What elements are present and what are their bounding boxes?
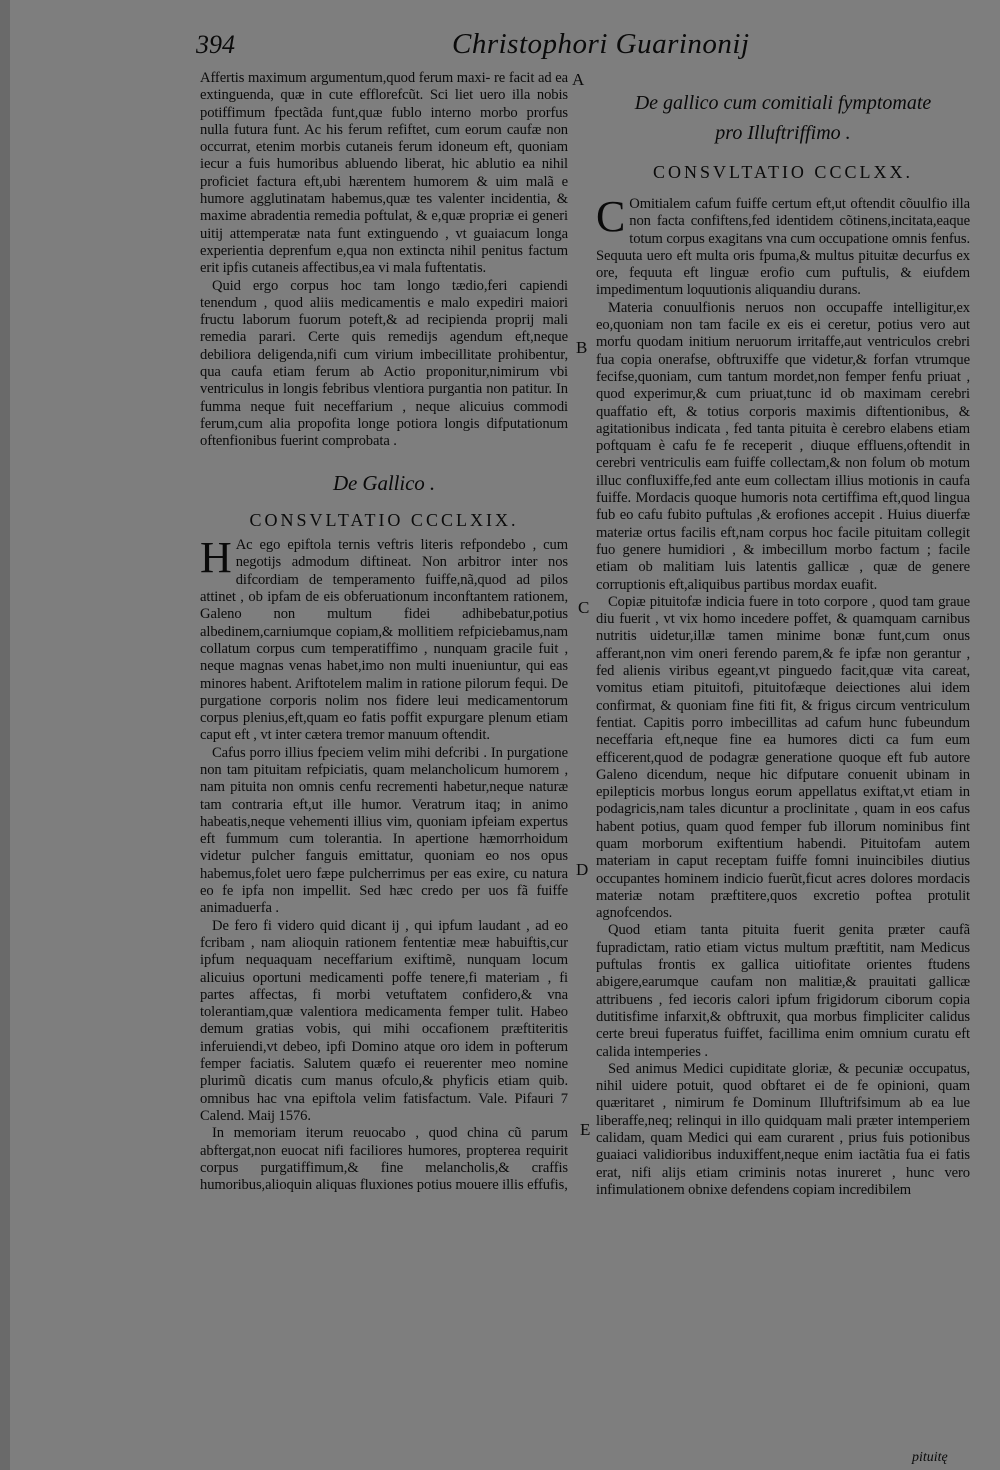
drop-cap-h: H (200, 533, 232, 583)
right-section-title-line-2: pro Illuftriffimo . (715, 122, 851, 144)
right-paragraph-1: Omitialem cafum fuiffe certum eft,ut oftendit cõuulfio illa non facta confiftens,fed identidem cõtinens,incitata,eaque totum corpus exagitans vna cum occupatione omnis fenfus. Sequuta uero eft multa oris fpuma,& multus pituitæ decurfus ex ore, fequuta eft linguæ erofio cum puftulis, & eiufdem impedimentum loquutionis aliquandiu durans. (596, 196, 970, 299)
left-paragraph-3: Ac ego epiftola ternis veftris literis refpondebo , cum negotijs admodum diftineat. Non arbitror inter nos difcordiam de temperamento fuiffe,nã,quod ad pilos attinet , ob ipfam de eis obferuationum inconftantem rationem, Galeno non multum fidei adhibebatur,potius albedinem,carniumque copiam,& mollitiem refpiciebamus,nam collatum corpus cum temperatiffimo , nunquam gracile fuit , neque magnas venas habet,imo non multi inueniuntur, qui eas minores habent. Ariftotelem malim in ratione pilorum fequi. De purgatione corporis nolim nos fidere leui medicamentorum corpus plenius,eft,quam eo fatis poffit expurgare plenum etiam caput eft , vt inter cætera tremor manuum oftendit. (200, 537, 568, 744)
right-section-title (596, 88, 970, 148)
left-paragraph-1: Affertis maximum argumentum,quod ferum maxi- re facit ad ea extinguenda, quæ in cute efflorefcũt. Sci liet uero illa nobis potiffimum fpectãda funt,quæ fublo interno morbo prorfus nulla futura funt. Ac his ferum refiftet, cum eorum caufæ non occurrat, etenim morbis cutaneis ferum idoneum eft, quoniam iecur a fuis humoribus abluendo liberat, hic ablutio ea nihil proficiet factura eft,ubi hærentem humorem & uim malã e humore agglutinatam habemus,quæ tes valenter incidentia, & maxime abradentia remedia poftulat, & e,quæ propriæ ei generi uitij attemperatæ nata funt extinguendo , vt guaiacum longa experientia deprenfum e,qua non extincta nihil penitus factum erit ipfis cutaneis affectibus,ea vi mala fuftentatis. (200, 70, 568, 277)
page-number: 394 (196, 30, 235, 59)
left-paragraph-5: De fero fi videro quid dicant ij , qui ipfum laudant , ad eo fcribam , nam alioquin rationem fententiæ meæ habuiftis,cur ipfum nequaquam neceffarium exiftimẽ, nunquam locum alicuius oportuni medicamenti poffe tenere,fi materiam , fi partes affectas, fi morbi vetuftatem confidero,& vna tolerantiam,quæ valentiora medicamenta femper tulit. Habeo demum gratias vobis, qui mihi occafionem præftiteritis inferuiendi,vt debeo, ipfi Domino atque oro idem in pofterum femper faciatis. Salutem quæfo ei reuerenter meo nomine plurimũ dicatis cum manus ofculo,& phyficis etiam quib. omnibus hac vna epiftola velim fatisfactum. Vale. Pifauri 7 Calend. Maij 1576. (200, 917, 568, 1124)
drop-cap-c: C (596, 192, 626, 241)
left-paragraph-4: Cafus porro illius fpeciem velim mihi defcribi . In purgatione non tam pituitam refpiciatis, quam melancholicum humorem , nam pituita non omnis cenfu recrementi habetur,neque naturæ tam contraria eft,ut ille humor. Veratrum itaq; in animo habeatis,neque vehementi illius vim, quoniam ipfeiam expertus eft fummum cum tolerantia. In apertione hæmorrhoidum videtur pulcher fanguis emittatur, quoniam eo nos opus habemus,folet uero fæpe pulcherrimus per eas exire, cu natura eo fe ipfa non impellit. Sed hæc credo per uos fã fuiffe animaduerfa . (200, 744, 568, 917)
margin-letter-a: A (572, 70, 585, 89)
right-paragraph-5: Sed animus Medici cupiditate gloriæ, & pecuniæ occupatus, nihil uidere potuit, quod obftaret ei de fe opinioni, quam quæritaret , nimirum fe Dominum Illuftrifsimum ab ea lue liberaffe,neq; relinqui in illo quidquam mali præter intemperiem calidam, quam Medici qui eam curarent , prius fuis potionibus guaiaci validioribus induxiffent,neque enim iactãtia fua ei fatis erat, nifi alijs etiam criminis notas inureret , hunc vero infimulationem obnixe defendens copiam incredibilem (596, 1060, 970, 1198)
running-title: Christophori Guarinonij (452, 28, 750, 60)
margin-letter-e: E (580, 1120, 591, 1139)
page-gutter-shadow (0, 0, 10, 1470)
right-section-title-line-1: De gallico cum comitiali fymptomate (634, 92, 932, 114)
catchword: pituitę (912, 1450, 948, 1465)
section-title-de-gallico: De Gallico . (332, 470, 436, 495)
consultation-heading-370: CONSVLTATIO CCCLXX. (653, 162, 913, 182)
left-paragraph-2: Quid ergo corpus hoc tam longo tædio,feri capiendi tenendum , quod aliis medicamentis e malo expediri maiori fructu laborum fuorum poteft,& ad recipienda proprij mali remedia parari. Certe quis remedijs agendum eft,neque debiliora deligenda,nifi cum virium imbecillitate prohibentur, qua caufa etiam ferum ab Actio proponitur,nimirum vbi ventriculus in longis febribus vlentiora purgantia non patitur. In fumma neque fuit neceffarium , neque alicuius commodi ferum,cum alia propofita longe potiora longis difputationum oftenfionibus fuerint comprobata . (200, 277, 568, 450)
right-paragraph-2: Materia conuulfionis neruos non occupaffe intelligitur,ex eo,quoniam non tam facile ex eis ei ceretur, potius vero aut morfu quodam initium neruorum irritaffe,aut ventriculos crebri fua copia onerafse, obftruxiffe que videtur,& forfan vtrumque fecifse,quoniam, cum tantum mordet,non femper fenfu priuat , quod experimur,& cum priuat,tunc id ob maximam cerebri quaffatio eft, & totius corporis maximis diftentionibus, & agitationibus indicata , fed tanta pituita è cerebro elabens etiam poftquam è cafu fe fe receperit , diuque effluens,oftendit in cerebri ventriculis eam fuiffe collectam,& non folum ob motum illuc confluxiffe,fed ante eum collectam illius motionis in caufa fuiffe. Mordacis quoque humoris nota certiffima eft,quod lingua fub eo cafu fubito puftulas ,& erofiones accepit . Huius diuerfæ materiæ ortus facilis eft,nam corpus hoc facile pituitam collegit fuo genere humidiori , & imbecillum morbo factum ; facile etiam ob malitiam luis latentis gallicæ , quæ de genere corruptionis eft,aliquibus partibus mordax euafit. (596, 299, 970, 593)
margin-letter-b: B (576, 338, 588, 357)
margin-letter-d: D (576, 860, 589, 879)
left-column (200, 70, 568, 1194)
margin-letter-c: C (578, 598, 590, 617)
right-paragraph-3: Copiæ pituitofæ indicia fuere in toto corpore , quod tam graue diu fuerit , vt vix homo incedere poffet, & quamquam carnibus nutritis uidetur,illæ tamen minime bonæ funt,cum onus afferant,non vim oneri ferendo parem,& fe ipfæ non gerantur , fed alienis viribus egeant,vt pinguedo facit,quæ vita careat, vomitus etiam pituitofi, pituitofæque deiectiones alui idem confirmat, & quoniam fine fiti fit, & frigus circum ventriculum fentiat. Capitis porro imbecillitas ad cafum hunc fubeundum neceffaria eft,neque fine ea humores dicti ca fum eum efficerent,quod de podagræ generatione quoque eft fub autore Galeno dicendum, neque hic difputare conuenit ubinam in epilepticis morbus longus eorum appellatus exiftat,vt etiam in podagricis,nam tales dicuntur a proclinitate , quam in eos cafus habent potius, quam quod femper fub illorum nominibus fint quam morborum exiftentium habendi. Pituitofam autem materiam in caput receptam fuiffe fomni inuincibiles diutius occupantes hominem indicio fuerũt,ficut acres dolores mordacis materiæ notam præftitere,quos excretio poftea protulit agnofcendos. (596, 593, 970, 922)
consultation-heading-369: CONSVLTATIO CCCLXIX. (249, 509, 519, 530)
left-paragraph-6: In memoriam iterum reuocabo , quod china cũ parum abftergat,non euocat nifi faciliores humores, propterea requirit corpus purgatiffimum,& fine melancholis,& craffis humoribus,alioquin aliquas fluxiones potius mouere illis effufis, (200, 1125, 568, 1194)
right-column (596, 192, 970, 1199)
right-paragraph-4: Quod etiam tanta pituita fuerit genita præter caufã fupradictam, ratio etiam victus multum præftitit, nam Medicus puftulas frontis ex gallica uitiofitate orientes ftudens abigere,earumque caufam non malitiæ,& prauitati gallicæ attribuens , fed iecoris calori ipfum frigidorum ciborum copia dutitisfime infarxit,& obftruxit, qua morbus fimpliciter calidus certe breui fuperatus fuiffet, facillima enim omnium curatu eft calida intemperies . (596, 922, 970, 1060)
